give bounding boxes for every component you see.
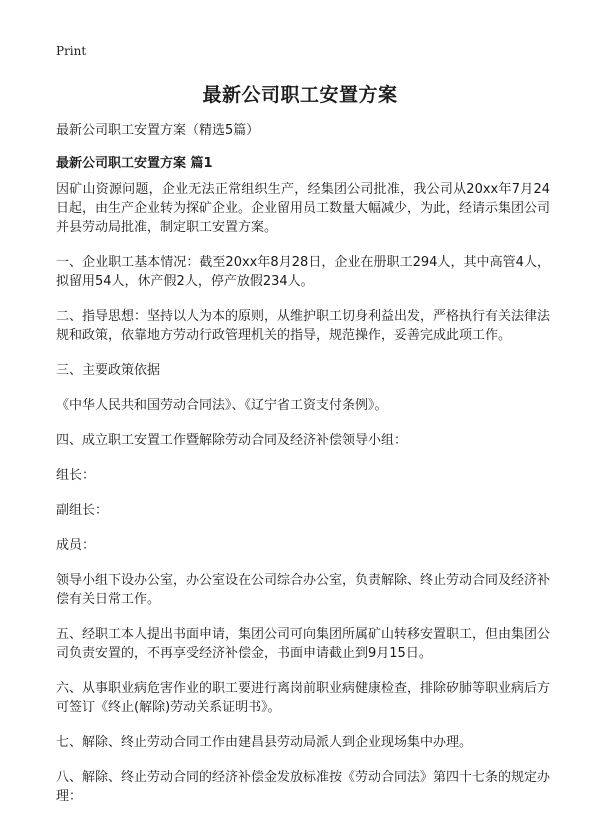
paragraph-group-leader: 组长： xyxy=(56,468,96,483)
document-subtitle: 最新公司职工安置方案（精选5篇） xyxy=(56,123,260,138)
paragraph-guiding-principle: 二、指导思想：坚持以人为本的原则，从维护职工切身利益出发，严格执行有关法律法规和政策，依靠地方劳动行政管理机关的指导，规范操作，妥善完成此项工作。 xyxy=(56,309,551,343)
paragraph-deputy-leader: 副组长： xyxy=(56,503,109,518)
paragraph-transfer: 五、经职工本人提出书面申请，集团公司可向集团所属矿山转移安置职工，但由集团公司负责安置的，不再享受经济补偿金，书面申请截止到9月15日。 xyxy=(56,627,551,661)
paragraph-basic-info: 一、企业职工基本情况：截至20xx年8月28日，企业在册职工294人，其中高管4人，拟留用54人，休产假2人，停产放假234人。 xyxy=(56,255,550,289)
paragraph-policy-laws: 《中华人民共和国劳动合同法》、《辽宁省工资支付条例》。 xyxy=(56,398,388,413)
print-link[interactable]: Print xyxy=(56,44,87,58)
document-body xyxy=(56,180,550,822)
paragraph-office: 领导小组下设办公室，办公室设在公司综合办公室，负责解除、终止劳动合同及经济补偿有关日常工作。 xyxy=(56,573,551,607)
paragraph-compensation: 八、解除、终止劳动合同的经济补偿金发放标准按《劳动合同法》第四十七条的规定办理： xyxy=(56,770,551,804)
section-heading: 最新公司职工安置方案 篇1 xyxy=(56,156,213,171)
paragraph-policy-heading: 三、主要政策依据 xyxy=(56,363,161,378)
paragraph-leadership-group: 四、成立职工安置工作暨解除劳动合同及经济补偿领导小组： xyxy=(56,433,408,448)
paragraph-health-check: 六、从事职业病危害作业的职工要进行离岗前职业病健康检查，排除矽肺等职业病后方可签订《终止(解除)劳动关系证明书》。 xyxy=(56,681,551,715)
paragraph-intro: 因矿山资源问题，企业无法正常组织生产，经集团公司批准，我公司从20xx年7月24日起，由生产企业转为探矿企业。企业留用员工数量大幅减少，为此，经请示集团公司并县劳动局批准，制定职工安置方案。 xyxy=(56,182,551,235)
document-title: 最新公司职工安置方案 xyxy=(202,84,398,106)
paragraph-members: 成员： xyxy=(56,538,96,553)
paragraph-termination-handling: 七、解除、终止劳动合同工作由建昌县劳动局派人到企业现场集中办理。 xyxy=(56,735,473,750)
